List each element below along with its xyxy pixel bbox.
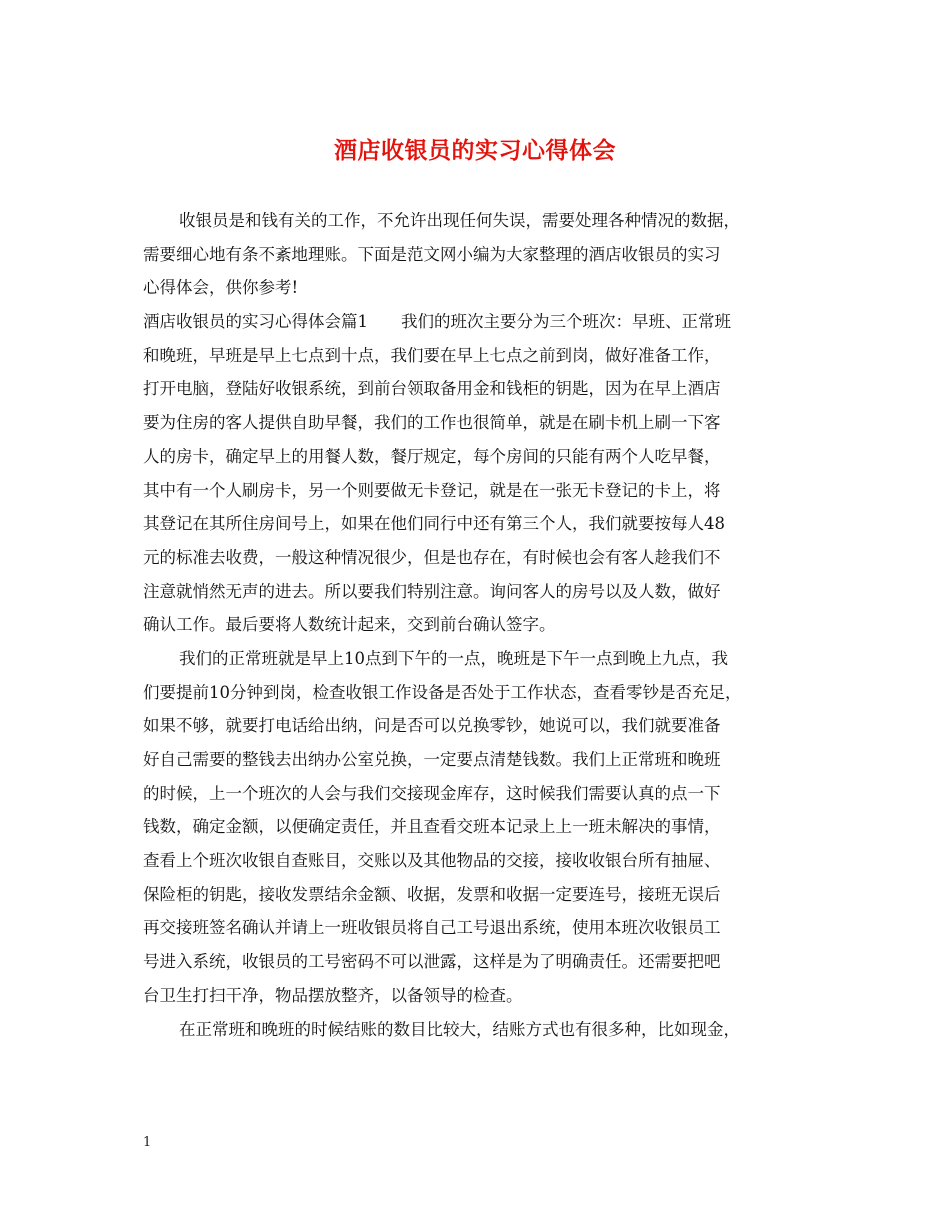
- text-line: 台卫生打扫干净，物品摆放整齐，以备领导的检查。: [143, 985, 523, 1005]
- text-line: 酒店收银员的实习心得体会篇1 我们的班次主要分为三个班次：早班、正常班: [143, 312, 731, 332]
- text-line: 打开电脑，登陆好收银系统，到前台领取备用金和钱柜的钥匙，因为在早上酒店: [143, 379, 721, 399]
- text-line: 在正常班和晚班的时候结账的数目比较大，结账方式也有很多种，比如现金，: [179, 1019, 740, 1039]
- text-line: 人的房卡，确定早上的用餐人数，餐厅规定，每个房间的只能有两个人吃早餐，: [143, 446, 721, 466]
- text-line: 号进入系统，收银员的工号密码不可以泄露，这样是为了明确责任。还需要把吧: [143, 952, 721, 972]
- text-line: 确认工作。最后要将人数统计起来，交到前台确认签字。: [143, 615, 556, 635]
- document-title: 酒店收银员的实习心得体会: [334, 137, 616, 164]
- text-line: 们要提前10分钟到岗，检查收银工作设备是否处于工作状态，查看零钞是否充足，: [143, 682, 742, 702]
- text-line: 我们的正常班就是早上10点到下午的一点，晚班是下午一点到晚上九点，我: [179, 648, 728, 668]
- text-line: 查看上个班次收银自查账目，交账以及其他物品的交接，接收收银台所有抽屉、: [143, 851, 721, 871]
- text-line: 其中有一个人刷房卡，另一个则要做无卡登记，就是在一张无卡登记的卡上，将: [143, 480, 721, 500]
- text-line: 再交接班签名确认并请上一班收银员将自己工号退出系统，使用本班次收银员工: [143, 918, 721, 938]
- text-line: 和晚班，早班是早上七点到十点，我们要在早上七点之前到岗，做好准备工作，: [143, 345, 721, 365]
- text-line: 保险柜的钥匙，接收发票结余金额、收据，发票和收据一定要连号，接班无误后: [143, 884, 721, 904]
- text-line: 心得体会，供你参考!: [143, 278, 299, 298]
- text-line: 收银员是和钱有关的工作，不允许出现任何失误，需要处理各种情况的数据，: [179, 211, 740, 230]
- text-line: 要为住房的客人提供自助早餐，我们的工作也很简单，就是在刷卡机上刷一下客: [143, 413, 721, 433]
- text-line: 的时候，上一个班次的人会与我们交接现金库存，这时候我们需要认真的点一下: [143, 783, 721, 803]
- text-line: 钱数，确定金额，以便确定责任，并且查看交班本记录上上一班未解决的事情，: [143, 817, 721, 837]
- text-line: 需要细心地有条不紊地理账。下面是范文网小编为大家整理的酒店收银员的实习: [143, 244, 721, 264]
- text-line: 注意就悄然无声的进去。所以要我们特别注意。询问客人的房号以及人数，做好: [143, 581, 721, 601]
- text-line: 好自己需要的整钱去出纳办公室兑换，一定要点清楚钱数。我们上正常班和晚班: [143, 750, 721, 769]
- text-line: 如果不够，就要打电话给出纳，问是否可以兑换零钞，她说可以，我们就要准备: [143, 716, 721, 736]
- document-body: [143, 204, 803, 1046]
- text-line: 其登记在其所住房间号上，如果在他们同行中还有第三个人，我们就要按每人48: [143, 514, 725, 534]
- page-number: 1: [143, 1135, 152, 1150]
- text-line: 元的标准去收费，一般这种情况很少，但是也存在，有时候也会有客人趁我们不: [143, 547, 721, 567]
